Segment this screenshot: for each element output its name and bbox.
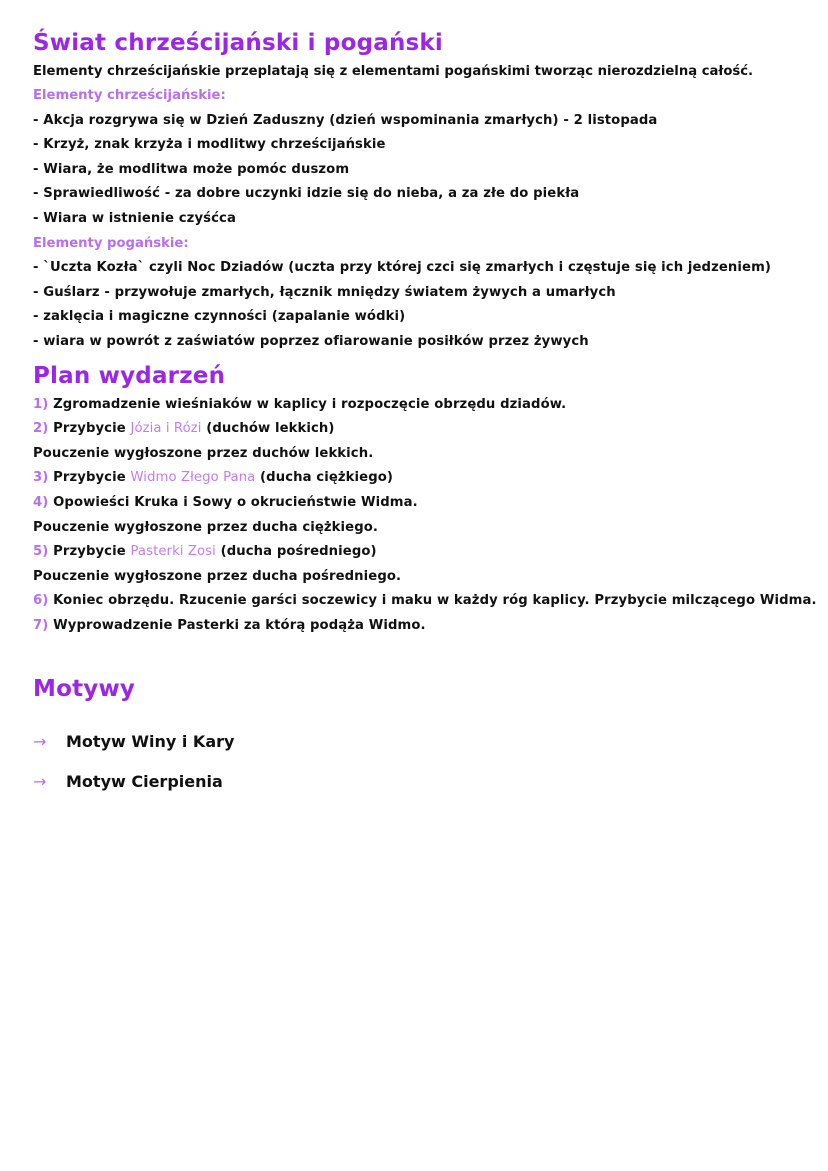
arrow-right-icon: → (33, 772, 47, 792)
plan-step-5 (33, 540, 813, 565)
arrow-right-icon: → (33, 732, 47, 752)
plan-step-4 (33, 491, 813, 516)
section-christian-pagan-world (33, 26, 813, 355)
plan-step-7 (33, 614, 813, 639)
section-title-plan: Plan wydarzeń (33, 362, 226, 389)
list-item: - Guślarz - przywołuje zmarłych, łącznik mniędzy światem żywych a umarłych (33, 284, 616, 300)
step-text: Zgromadzenie wieśniaków w kaplicy i rozpoczęcie obrzędu dziadów. (48, 396, 567, 412)
plan-step-6 (33, 589, 817, 614)
list-item: - zaklęcia i magiczne czynności (zapalanie wódki) (33, 309, 406, 325)
step-text: (duchów lekkich) (201, 421, 335, 437)
section-title-motifs: Motywy (33, 676, 136, 703)
step-number: 6) (33, 593, 49, 609)
list-item: - Wiara, że modlitwa może pomóc duszom (33, 161, 350, 177)
step-number: 7) (33, 617, 49, 633)
motif-label: Motyw Winy i Kary (66, 732, 235, 752)
list-item (33, 762, 813, 802)
step-number: 4) (33, 494, 49, 510)
step-number: 5) (33, 544, 49, 560)
plan-step-1 (33, 393, 813, 418)
step-number: 1) (33, 396, 49, 412)
list-item: - Krzyż, znak krzyża i modlitwy chrześcijańskie (33, 137, 386, 153)
step-text: Przybycie (48, 421, 131, 437)
step-text: Przybycie (48, 544, 131, 560)
step-highlight: Widmo Złego Pana (130, 470, 256, 486)
motif-label: Motyw Cierpienia (66, 772, 223, 792)
christian-elements-heading: Elementy chrześcijańskie: (33, 88, 226, 103)
step-text: Koniec obrzędu. Rzucenie garści soczewicy i maku w każdy róg kaplicy. Przybycie milczącego Widma. (48, 593, 817, 609)
step-text: Wyprowadzenie Pasterki za którą podąża Widmo. (48, 617, 426, 633)
list-item: - wiara w powrót z zaświatów poprzez ofiarowanie posiłków przez żywych (33, 333, 589, 349)
step-text: Przybycie (48, 470, 131, 486)
plan-note-1: Pouczenie wygłoszone przez duchów lekkich. (33, 445, 374, 461)
step-text: (ducha pośredniego) (215, 544, 377, 560)
plan-note-2: Pouczenie wygłoszone przez ducha ciężkiego. (33, 519, 379, 535)
section-motifs (33, 672, 813, 802)
intro-paragraph: Elementy chrześcijańskie przeplatają się z elementami pogańskimi tworząc nierozdzielną całość. (33, 64, 754, 79)
step-number: 2) (33, 421, 49, 437)
list-item: - Sprawiedliwość - za dobre uczynki idzie się do nieba, a za złe do piekła (33, 186, 580, 202)
step-highlight: Pasterki Zosi (130, 544, 216, 560)
motif-list (33, 722, 813, 802)
plan-step-3 (33, 466, 813, 491)
document-page (33, 26, 817, 802)
list-item: - Akcja rozgrywa się w Dzień Zaduszny (dzień wspominania zmarłych) - 2 listopada (33, 112, 658, 128)
plan-step-2 (33, 417, 813, 442)
step-text: (ducha ciężkiego) (255, 470, 394, 486)
section-event-plan (33, 359, 817, 639)
pagan-elements-heading: Elementy pogańskie: (33, 235, 189, 251)
list-item: - `Uczta Kozła` czyli Noc Dziadów (uczta przy której czci się zmarłych i częstuje się ich jedzeniem) (33, 260, 772, 276)
step-number: 3) (33, 470, 49, 486)
section-title-world: Świat chrześcijański i pogański (33, 30, 444, 56)
step-text: Opowieści Kruka i Sowy o okrucieństwie Widma. (48, 494, 418, 510)
list-item (33, 722, 813, 762)
list-item: - Wiara w istnienie czyśćca (33, 210, 236, 226)
step-highlight: Józia i Rózi (130, 421, 202, 437)
plan-note-3: Pouczenie wygłoszone przez ducha pośredniego. (33, 568, 402, 584)
